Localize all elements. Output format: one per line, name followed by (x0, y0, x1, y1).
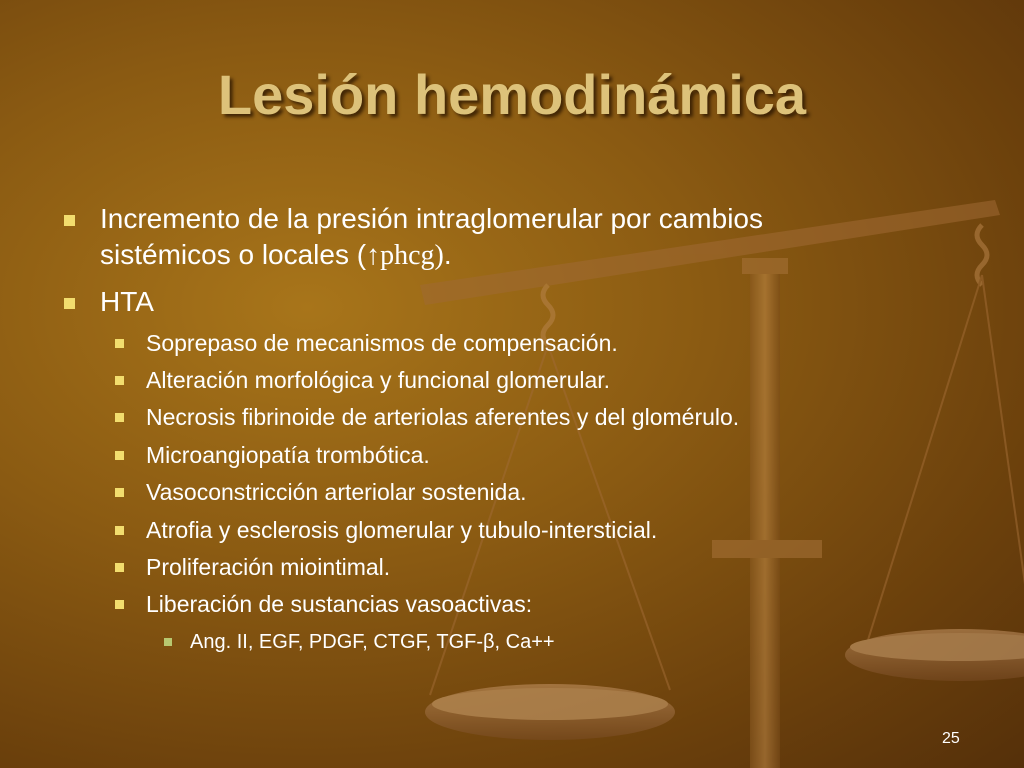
square-bullet-icon (164, 638, 172, 646)
bullet-text: Necrosis fibrinoide de arteriolas aferentes y del glomérulo. (146, 404, 740, 430)
phcg-symbol: ↑phcg) (366, 240, 444, 271)
list-item (146, 515, 657, 545)
bullet-text: Vasoconstricción arteriolar sostenida. (146, 479, 527, 505)
page-number: 25 (942, 730, 960, 747)
bullet-text: Microangiopatía trombótica. (146, 442, 430, 468)
bullet-text: Alteración morfológica y funcional glomerular. (146, 367, 611, 393)
list-item (146, 477, 527, 507)
bullet-text: sistémicos o locales ( (100, 239, 367, 270)
bullet-text: Proliferación miointimal. (146, 554, 391, 580)
square-bullet-icon (115, 451, 124, 460)
bullet-text: Incremento de la presión intraglomerular por cambios (100, 203, 763, 234)
square-bullet-icon (115, 600, 124, 609)
list-item (146, 440, 430, 470)
list-item (100, 201, 763, 237)
bullet-text-end: . (443, 239, 452, 270)
bullet-text: Soprepaso de mecanismos de compensación. (146, 330, 618, 356)
list-item (146, 552, 390, 582)
square-bullet-icon (115, 563, 124, 572)
bullet-text: Liberación de sustancias vasoactivas: (146, 591, 533, 617)
square-bullet-icon (115, 413, 124, 422)
bullet-text: Ang. II, EGF, PDGF, CTGF, TGF-β, Ca++ (190, 631, 555, 653)
square-bullet-icon (115, 376, 124, 385)
list-item (146, 365, 610, 395)
list-item (146, 328, 618, 358)
list-item (100, 284, 154, 320)
list-item (190, 629, 555, 655)
square-bullet-icon (115, 339, 124, 348)
list-item (146, 402, 739, 432)
bullet-text: Atrofia y esclerosis glomerular y tubulo-intersticial. (146, 517, 658, 543)
square-bullet-icon (64, 215, 75, 226)
list-item-continuation (100, 237, 452, 274)
square-bullet-icon (115, 526, 124, 535)
square-bullet-icon (115, 488, 124, 497)
bullet-text: HTA (100, 286, 154, 317)
square-bullet-icon (64, 298, 75, 309)
slide-title: Lesión hemodinámica (217, 63, 807, 126)
list-item (146, 589, 532, 619)
